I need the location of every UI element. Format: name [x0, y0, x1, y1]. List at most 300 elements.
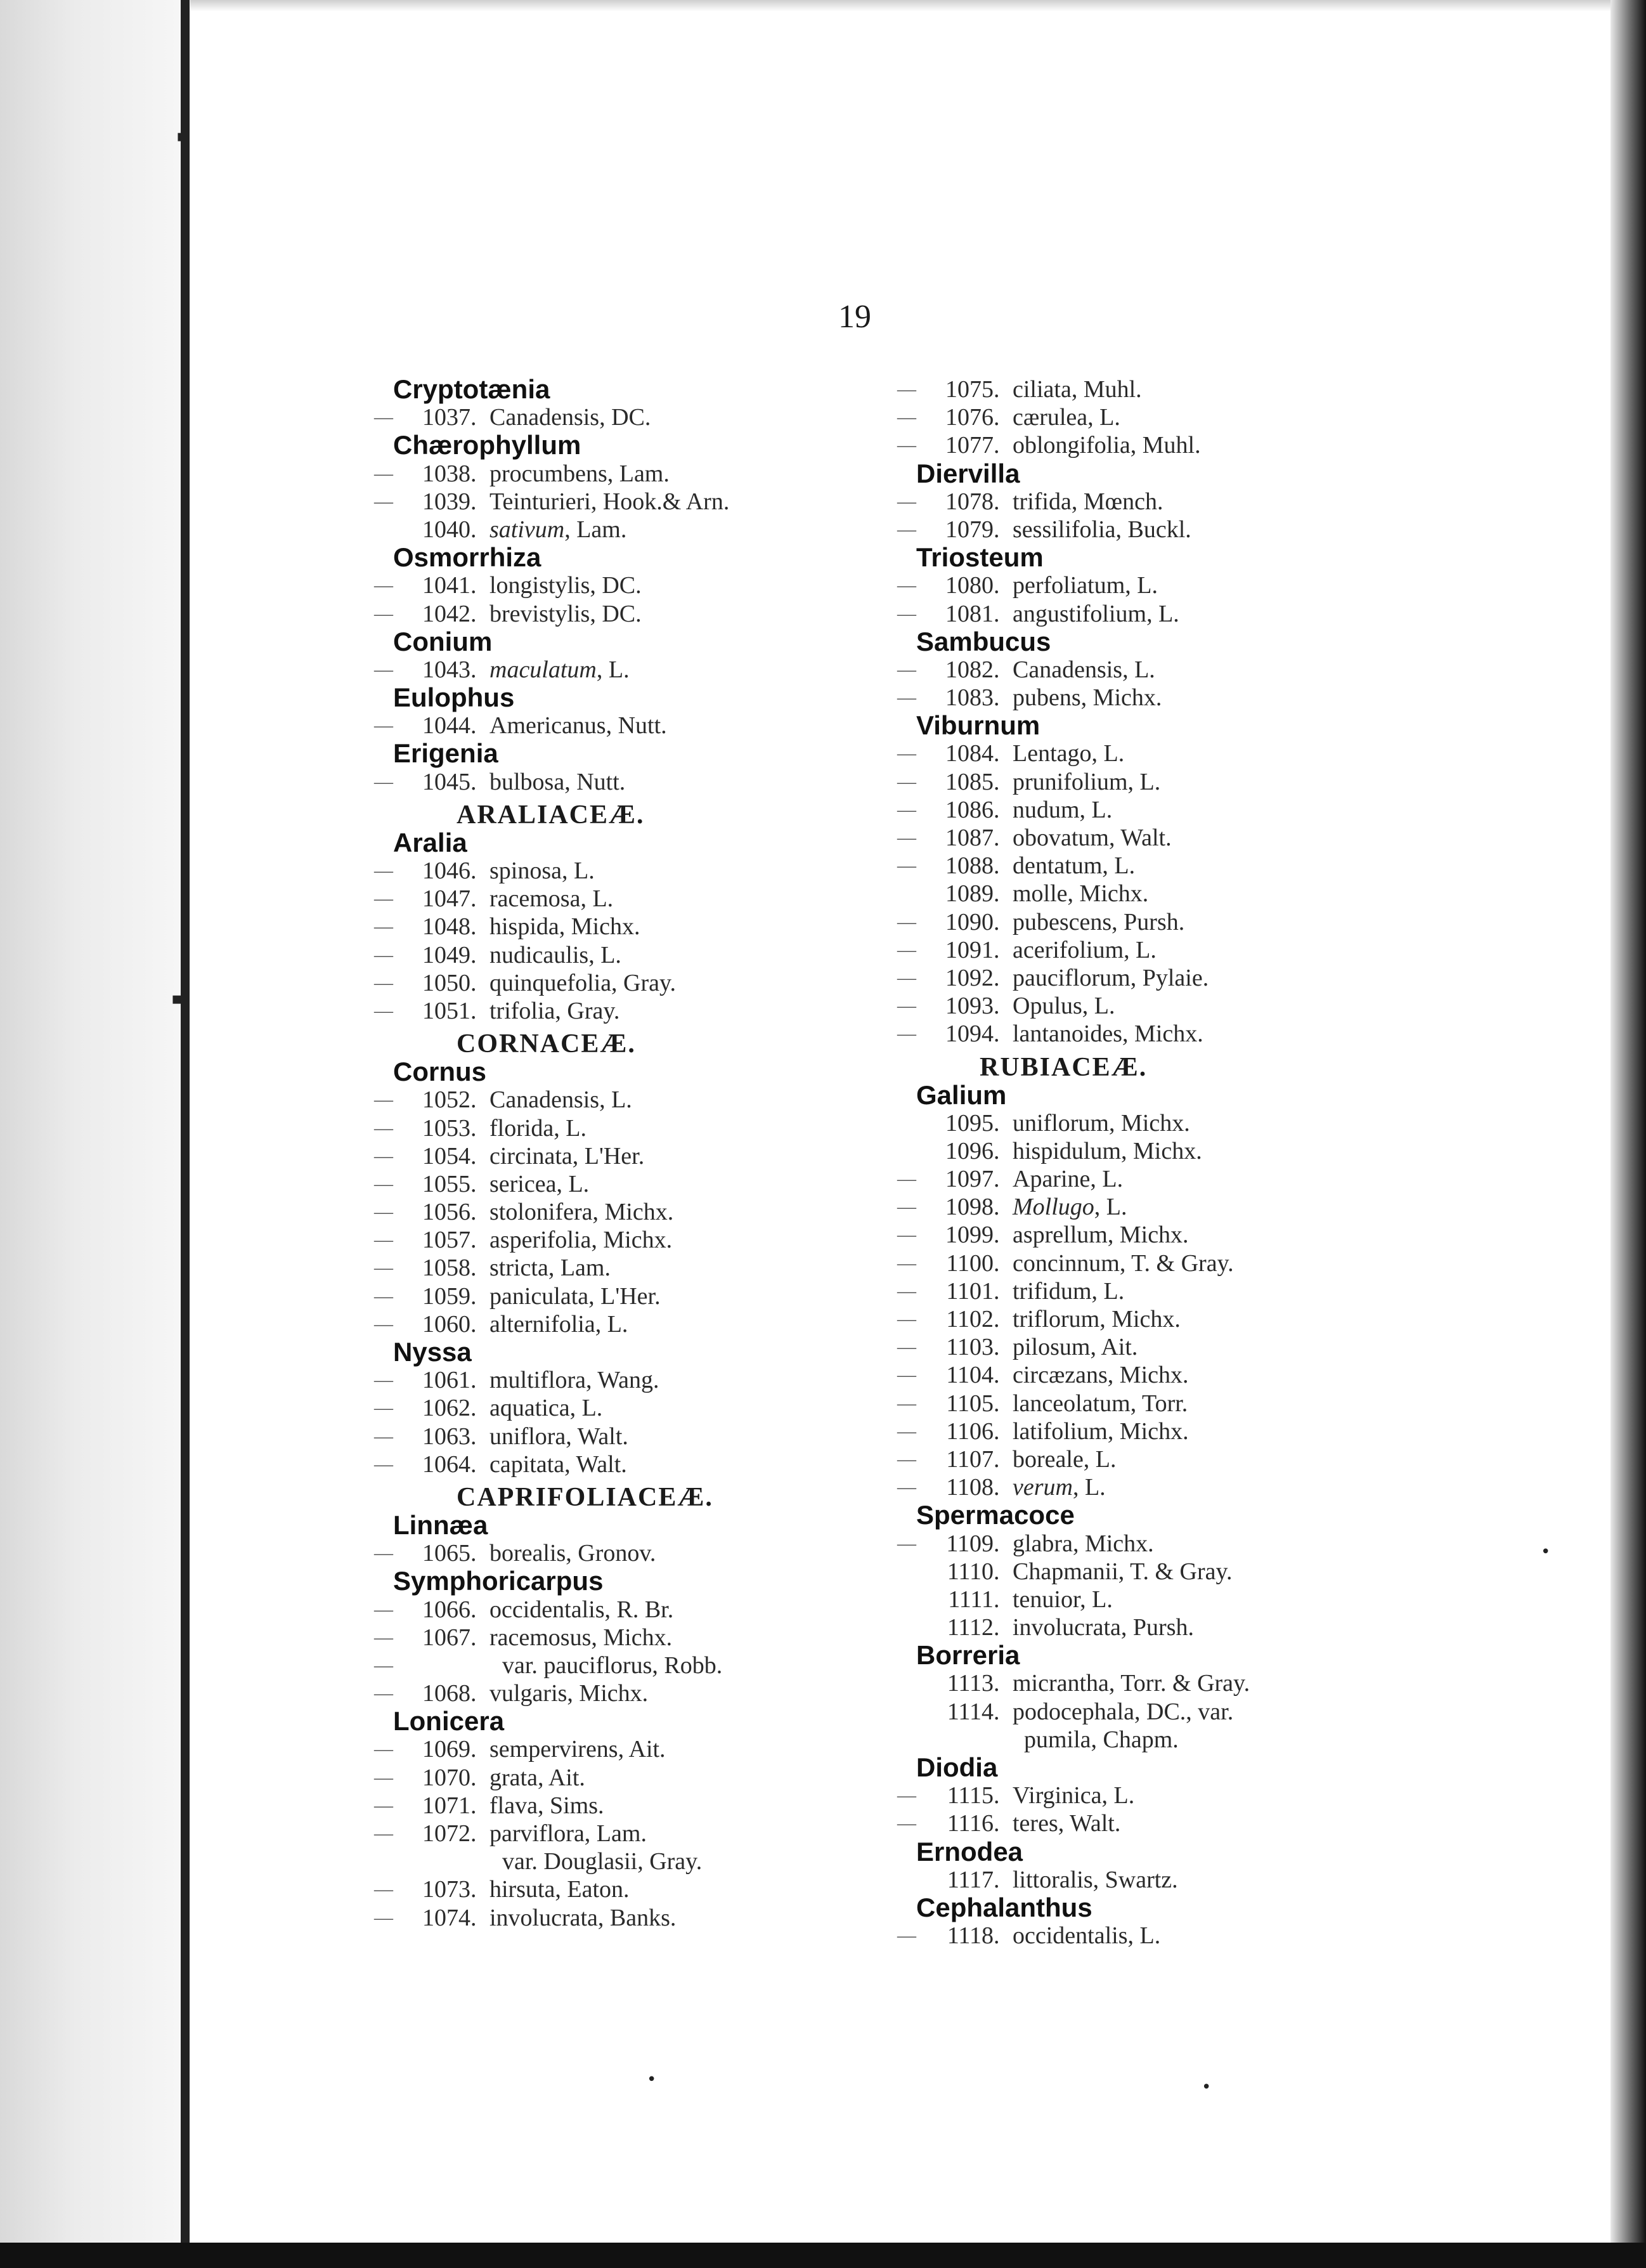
- species-number: 1113: [947, 1670, 994, 1697]
- species-number: 1097: [945, 1166, 994, 1193]
- check-mark: —: [374, 1906, 393, 1928]
- species-number-dot: .: [994, 1670, 1000, 1697]
- species-number: 1053: [422, 1114, 470, 1142]
- species-name: racemosus, Michx.: [489, 1624, 673, 1651]
- species-number: 1080: [945, 572, 994, 599]
- species-number: 1059: [422, 1282, 470, 1310]
- species-name: sericea, L.: [489, 1170, 590, 1197]
- species-entry: [878, 656, 1373, 684]
- species-name: Teinturieri, Hook.& Arn.: [489, 488, 730, 515]
- species-name: acerifolium, L.: [1013, 936, 1157, 963]
- species-number: 1065: [422, 1540, 470, 1567]
- check-mark: —: [374, 462, 393, 484]
- species-entry: [878, 1586, 1373, 1613]
- species-entry: [355, 1624, 850, 1652]
- check-mark: —: [897, 1168, 916, 1190]
- check-mark: —: [897, 687, 916, 708]
- species-continuation: [878, 1726, 1373, 1754]
- check-mark: —: [374, 490, 393, 512]
- species-name: dentatum, L.: [1013, 852, 1136, 880]
- species-name: micrantha, Torr. & Gray.: [1013, 1670, 1250, 1697]
- species-name: nudicaulis, L.: [489, 941, 621, 968]
- species-number: 1067: [422, 1624, 470, 1651]
- species-entry: [355, 1254, 850, 1282]
- species-name: hispida, Michx.: [489, 913, 640, 941]
- species-entry: [878, 516, 1373, 544]
- species-name: brevistylis, DC.: [489, 600, 642, 627]
- check-mark: —: [897, 911, 916, 932]
- genus-heading: Diervilla: [916, 458, 1020, 488]
- species-number-dot: .: [470, 1114, 477, 1142]
- species-number-dot: .: [994, 740, 1000, 767]
- species-name: Mollugo, L.: [1013, 1194, 1127, 1221]
- species-number-dot: .: [994, 1222, 1000, 1249]
- species-entry: [355, 997, 850, 1025]
- species-number: 1055: [422, 1170, 470, 1197]
- species-number: 1049: [422, 941, 470, 968]
- species-number-dot: .: [470, 1142, 477, 1170]
- species-name: lantanoides, Michx.: [1013, 1020, 1203, 1048]
- species-name: procumbens, Lam.: [489, 460, 670, 487]
- species-name: teres, Walt.: [1013, 1810, 1121, 1837]
- check-mark: —: [897, 1336, 916, 1358]
- species-number: 1079: [945, 516, 994, 543]
- species-entry: [355, 516, 850, 544]
- check-mark: —: [374, 1453, 393, 1475]
- species-entry: [355, 656, 850, 684]
- species-number: 1058: [422, 1255, 470, 1282]
- species-number-dot: .: [994, 1586, 1000, 1613]
- species-number-dot: .: [470, 1255, 477, 1282]
- check-mark: —: [897, 658, 916, 680]
- species-name: hispidulum, Michx.: [1013, 1137, 1202, 1164]
- species-entry: [355, 600, 850, 628]
- check-mark: —: [897, 1532, 916, 1554]
- species-number-dot: .: [470, 404, 477, 431]
- species-number-dot: .: [470, 969, 477, 996]
- species-number-dot: .: [470, 1624, 477, 1651]
- species-entry: [878, 375, 1373, 403]
- species-number: 1062: [422, 1395, 470, 1422]
- right-column: [878, 375, 1373, 1950]
- species-name: flava, Sims.: [489, 1792, 604, 1819]
- species-number: 1115: [947, 1782, 994, 1809]
- species-number: 1052: [422, 1086, 470, 1114]
- species-name: maculatum, L.: [489, 656, 630, 683]
- check-mark: —: [374, 944, 393, 965]
- check-mark: —: [374, 1089, 393, 1111]
- species-number: 1095: [945, 1109, 994, 1137]
- species-name: asperifolia, Michx.: [489, 1227, 673, 1254]
- species-entry: [878, 1669, 1373, 1697]
- species-entry: [355, 969, 850, 997]
- species-number-dot: .: [994, 404, 1000, 431]
- check-mark: —: [374, 1794, 393, 1816]
- species-number: 1064: [422, 1450, 470, 1478]
- species-number-dot: .: [470, 997, 477, 1024]
- species-name: Canadensis, L.: [489, 1086, 632, 1114]
- species-number: 1082: [945, 656, 994, 683]
- species-epithet-italic: verum: [1013, 1474, 1073, 1501]
- species-name: Opulus, L.: [1013, 993, 1115, 1020]
- species-number-dot: .: [994, 1277, 1000, 1305]
- species-entry: [355, 571, 850, 599]
- species-number: 1042: [422, 600, 470, 627]
- check-mark: —: [374, 1285, 393, 1307]
- species-name: Americanus, Nutt.: [489, 712, 667, 740]
- species-number-dot: .: [994, 684, 1000, 712]
- species-name: capitata, Walt.: [489, 1450, 627, 1478]
- species-name: spinosa, L.: [489, 857, 595, 884]
- species-number-dot: .: [994, 1362, 1000, 1389]
- genus-heading: Cryptotænia: [393, 374, 550, 404]
- species-name: Canadensis, DC.: [489, 404, 651, 431]
- species-entry: [878, 768, 1373, 796]
- species-entry: [878, 1333, 1373, 1361]
- species-number-dot: .: [470, 1227, 477, 1254]
- species-entry: [878, 600, 1373, 628]
- species-name: racemosa, L.: [489, 885, 614, 913]
- genus-heading: Triosteum: [916, 542, 1044, 573]
- check-mark: —: [897, 1364, 916, 1386]
- species-number-dot: .: [994, 908, 1000, 935]
- species-name: Aparine, L.: [1013, 1166, 1124, 1193]
- species-entry: [355, 1904, 850, 1932]
- species-name: vulgaris, Michx.: [489, 1680, 649, 1707]
- species-number-dot: .: [470, 516, 477, 543]
- family-heading: RUBIACEÆ.: [980, 1052, 1148, 1082]
- family-heading: ARALIACEÆ.: [457, 800, 645, 830]
- species-name: borealis, Gronov.: [489, 1540, 656, 1567]
- species-number-dot: .: [470, 941, 477, 968]
- species-number: 1037: [422, 404, 470, 431]
- check-mark: —: [897, 1392, 916, 1414]
- species-number-dot: .: [994, 1866, 1000, 1893]
- species-number: 1084: [945, 740, 994, 767]
- species-number: 1117: [947, 1866, 994, 1893]
- check-mark: —: [374, 888, 393, 909]
- check-mark: —: [374, 916, 393, 937]
- species-number: 1103: [946, 1334, 994, 1361]
- species-entry: [355, 1875, 850, 1903]
- check-mark: —: [374, 1738, 393, 1760]
- species-number: 1094: [945, 1020, 994, 1048]
- check-mark: —: [374, 1626, 393, 1648]
- species-number-dot: .: [994, 1474, 1000, 1501]
- species-name: cærulea, L.: [1013, 404, 1120, 431]
- genus-heading: Borreria: [916, 1640, 1020, 1671]
- check-mark: —: [897, 490, 916, 512]
- species-name: asprellum, Michx.: [1013, 1222, 1189, 1249]
- species-entry: [878, 824, 1373, 852]
- species-number-dot: .: [470, 1282, 477, 1310]
- species-number: 1085: [945, 768, 994, 795]
- check-mark: —: [897, 1252, 916, 1274]
- species-name: concinnum, T. & Gray.: [1013, 1249, 1234, 1277]
- family-heading: CAPRIFOLIACEÆ.: [457, 1482, 713, 1512]
- species-entry: [355, 1142, 850, 1170]
- check-mark: —: [897, 379, 916, 400]
- species-name: triflorum, Michx.: [1013, 1306, 1181, 1333]
- species-number-dot: .: [470, 1680, 477, 1707]
- species-name: sativum, Lam.: [489, 516, 627, 543]
- check-mark: —: [897, 967, 916, 988]
- genus-heading: Erigenia: [393, 738, 498, 769]
- species-number-dot: .: [994, 1020, 1000, 1048]
- species-number: 1060: [422, 1310, 470, 1338]
- species-number-dot: .: [994, 516, 1000, 543]
- species-number: 1072: [422, 1820, 470, 1847]
- species-number: 1087: [945, 824, 994, 851]
- genus-heading: Diodia: [916, 1752, 998, 1782]
- species-name: uniflora, Walt.: [489, 1423, 628, 1450]
- species-number-dot: .: [470, 1540, 477, 1567]
- species-entry: [878, 964, 1373, 992]
- scan-speck: ▪: [176, 127, 188, 146]
- species-entry: [878, 403, 1373, 431]
- species-name: littoralis, Swartz.: [1013, 1866, 1178, 1893]
- species-name: paniculata, L'Her.: [489, 1282, 661, 1310]
- species-entry: [878, 1020, 1373, 1048]
- species-name: angustifolium, L.: [1013, 600, 1179, 627]
- species-number-dot: .: [470, 1820, 477, 1847]
- species-number: 1096: [945, 1137, 994, 1164]
- species-name: pumila, Chapm.: [1024, 1726, 1179, 1753]
- species-number: 1077: [945, 432, 994, 459]
- check-mark: —: [374, 407, 393, 428]
- check-mark: —: [374, 1598, 393, 1620]
- check-mark: —: [374, 1229, 393, 1251]
- species-number-dot: .: [994, 1249, 1000, 1277]
- species-number-dot: .: [994, 1922, 1000, 1950]
- species-number-dot: .: [470, 885, 477, 913]
- left-column: [355, 375, 850, 1932]
- species-entry: [355, 768, 850, 796]
- genus-heading: Cephalanthus: [916, 1892, 1092, 1922]
- check-mark: —: [374, 1766, 393, 1788]
- check-mark: —: [374, 1201, 393, 1223]
- check-mark: —: [897, 855, 916, 877]
- species-name: podocephala, DC., var.: [1013, 1698, 1234, 1725]
- check-mark: —: [897, 518, 916, 540]
- species-number: 1068: [422, 1680, 470, 1707]
- species-epithet-italic: maculatum: [489, 656, 597, 683]
- species-name: bulbosa, Nutt.: [489, 768, 626, 795]
- species-entry: [878, 1137, 1373, 1165]
- check-mark: —: [897, 407, 916, 428]
- species-entry: [878, 431, 1373, 459]
- species-name: Canadensis, L.: [1013, 656, 1155, 683]
- species-name: occidentalis, L.: [1013, 1922, 1161, 1950]
- species-number: 1098: [945, 1194, 994, 1221]
- species-name: hirsuta, Eaton.: [489, 1876, 630, 1903]
- species-number: 1100: [946, 1249, 994, 1277]
- species-entry: [355, 1366, 850, 1394]
- check-mark: —: [374, 1369, 393, 1391]
- species-name: multiflora, Wang.: [489, 1367, 659, 1394]
- species-number-dot: .: [470, 1736, 477, 1763]
- species-epithet-italic: sativum: [489, 516, 565, 543]
- genus-heading: Aralia: [393, 827, 467, 857]
- species-entry: [355, 1423, 850, 1450]
- species-entry: [355, 1679, 850, 1707]
- species-name: involucrata, Banks.: [489, 1904, 677, 1931]
- genus-heading: Spermacoce: [916, 1500, 1075, 1530]
- species-name: pauciflorum, Pylaie.: [1013, 964, 1209, 991]
- species-name: nudum, L.: [1013, 796, 1113, 823]
- genus-heading: Cornus: [393, 1057, 486, 1087]
- species-name: pubescens, Pursh.: [1013, 908, 1185, 935]
- check-mark: —: [374, 860, 393, 881]
- species-number-dot: .: [470, 712, 477, 740]
- check-mark: —: [374, 1117, 393, 1138]
- genus-heading: Symphoricarpus: [393, 1566, 604, 1596]
- species-name: ciliata, Muhl.: [1013, 376, 1142, 403]
- species-entry: [878, 1277, 1373, 1305]
- species-name: obovatum, Walt.: [1013, 824, 1172, 851]
- species-entry: [878, 684, 1373, 712]
- species-number-dot: .: [994, 1334, 1000, 1361]
- species-number-dot: .: [994, 936, 1000, 963]
- genus-heading: Linnæa: [393, 1509, 488, 1540]
- species-number: 1108: [946, 1474, 994, 1501]
- species-number-dot: .: [994, 768, 1000, 795]
- species-name: circinata, L'Her.: [489, 1142, 645, 1170]
- species-number: 1039: [422, 488, 470, 515]
- species-number: 1101: [946, 1277, 994, 1305]
- check-mark: —: [374, 1313, 393, 1334]
- species-entry: [355, 1596, 850, 1624]
- species-entry: [355, 941, 850, 969]
- species-name: sessilifolia, Buckl.: [1013, 516, 1191, 543]
- species-number-dot: .: [994, 796, 1000, 823]
- species-name: perfoliatum, L.: [1013, 572, 1158, 599]
- species-number-dot: .: [470, 1596, 477, 1623]
- genus-heading: Nyssa: [393, 1337, 472, 1367]
- check-mark: —: [374, 603, 393, 624]
- species-name: molle, Michx.: [1013, 880, 1149, 908]
- species-entry: [878, 1361, 1373, 1389]
- species-number-dot: .: [994, 1390, 1000, 1417]
- species-number: 1112: [947, 1614, 994, 1641]
- species-number-dot: .: [994, 1558, 1000, 1585]
- species-name: sempervirens, Ait.: [489, 1736, 666, 1763]
- species-number: 1046: [422, 857, 470, 884]
- scan-speck: •: [647, 2070, 657, 2089]
- species-name: pilosum, Ait.: [1013, 1334, 1138, 1361]
- check-mark: —: [374, 1397, 393, 1419]
- species-number: 1104: [946, 1362, 994, 1389]
- species-entry: [355, 403, 850, 431]
- species-name: trifolia, Gray.: [489, 997, 620, 1024]
- species-entry: [878, 908, 1373, 936]
- species-epithet-italic: Mollugo: [1013, 1194, 1094, 1221]
- species-number: 1109: [946, 1530, 994, 1557]
- check-mark: —: [897, 1023, 916, 1045]
- genus-heading: Osmorrhiza: [393, 542, 541, 573]
- species-entry: [878, 1165, 1373, 1193]
- species-number: 1056: [422, 1199, 470, 1226]
- check-mark: —: [374, 771, 393, 792]
- species-number: 1054: [422, 1142, 470, 1170]
- species-name: trifida, Mœnch.: [1013, 488, 1163, 515]
- species-number-dot: .: [470, 1764, 477, 1791]
- species-entry: [878, 1530, 1373, 1558]
- check-mark: —: [374, 1879, 393, 1900]
- species-entry: [878, 1613, 1373, 1641]
- check-mark: —: [897, 434, 916, 456]
- species-number-dot: .: [994, 964, 1000, 991]
- species-number-dot: .: [994, 432, 1000, 459]
- genus-heading: Lonicera: [393, 1706, 505, 1737]
- genus-heading: Eulophus: [393, 682, 515, 713]
- species-number-dot: .: [470, 913, 477, 941]
- variety-name: var. pauciflorus, Robb.: [502, 1652, 723, 1679]
- species-entry: [355, 1450, 850, 1478]
- check-mark: —: [897, 771, 916, 792]
- species-number: 1048: [422, 913, 470, 941]
- species-number: 1111: [948, 1586, 994, 1613]
- species-number-dot: .: [470, 1876, 477, 1903]
- scan-speck: •: [1202, 2078, 1212, 2097]
- species-number: 1050: [422, 969, 470, 996]
- check-mark: —: [374, 1257, 393, 1279]
- species-name: circæzans, Michx.: [1013, 1362, 1189, 1389]
- check-mark: —: [374, 715, 393, 736]
- page-bottom-edge: [0, 2243, 1646, 2268]
- species-entry: [355, 885, 850, 913]
- check-mark: —: [374, 1683, 393, 1704]
- species-number-dot: .: [994, 1614, 1000, 1641]
- scan-margin-left: [0, 0, 190, 2268]
- species-number-dot: .: [470, 1170, 477, 1197]
- species-entry: [355, 1310, 850, 1338]
- species-entry: [878, 1249, 1373, 1277]
- genus-heading: Chærophyllum: [393, 430, 581, 460]
- species-number-dot: .: [994, 488, 1000, 515]
- check-mark: —: [897, 1224, 916, 1246]
- species-number-dot: .: [994, 880, 1000, 908]
- scan-speck: ▪: [171, 989, 183, 1008]
- species-number: 1074: [422, 1904, 470, 1931]
- species-number-dot: .: [470, 572, 477, 599]
- species-name: verum, L.: [1013, 1474, 1106, 1501]
- page-top-edge: [190, 0, 1610, 11]
- species-entry: [355, 1226, 850, 1254]
- species-number-dot: .: [470, 768, 477, 795]
- species-name: prunifolium, L.: [1013, 768, 1161, 795]
- check-mark: —: [897, 827, 916, 848]
- species-entry: [878, 1809, 1373, 1837]
- species-number: 1081: [945, 600, 994, 627]
- species-name: pubens, Michx.: [1013, 684, 1162, 712]
- species-number: 1047: [422, 885, 470, 913]
- species-entry: [878, 992, 1373, 1020]
- genus-heading: Viburnum: [916, 710, 1040, 741]
- check-mark: —: [897, 1196, 916, 1218]
- species-number: 1107: [946, 1445, 994, 1473]
- check-mark: —: [374, 1145, 393, 1166]
- species-number-dot: .: [994, 1530, 1000, 1557]
- page-number: 19: [838, 299, 871, 335]
- species-number-dot: .: [994, 376, 1000, 403]
- species-number: 1040: [422, 516, 470, 543]
- species-number-dot: .: [994, 1698, 1000, 1725]
- species-number-dot: .: [470, 857, 477, 884]
- species-entry: [355, 488, 850, 516]
- species-number: 1063: [422, 1423, 470, 1450]
- species-number: 1041: [422, 572, 470, 599]
